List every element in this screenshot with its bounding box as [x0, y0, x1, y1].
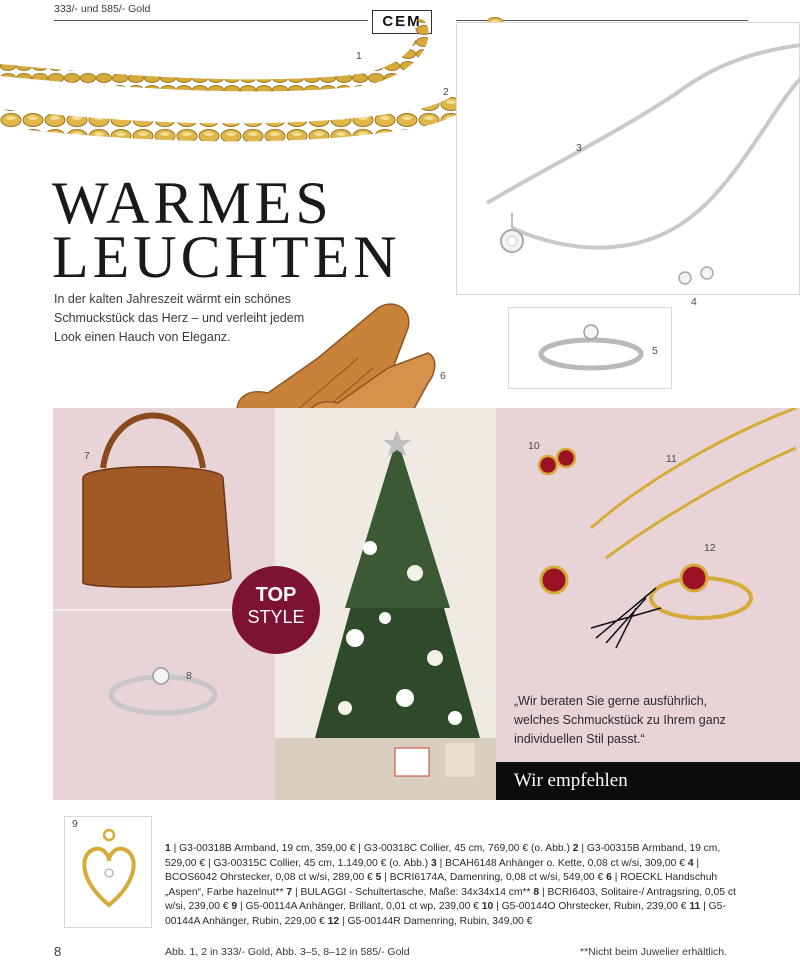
item-number-2: 2 [443, 86, 449, 98]
caption-item: 10 | G5-00144O Ohrstecker, Rubin, 239,00 € [481, 901, 690, 913]
heart-pendant-image [65, 817, 153, 929]
intro-line-3: Look einen Hauch von Eleganz. [54, 330, 231, 344]
silver-ring-image [509, 308, 673, 390]
product-captions [165, 842, 753, 930]
headline-line-2: LEUCHTEN [52, 224, 401, 290]
item-number-11: 11 [666, 453, 677, 465]
caption-item: 6 | ROECKL Handschuh „Aspen“, Farbe hazelnut** [165, 872, 718, 898]
brand-logo: CEM [372, 10, 432, 34]
caption-item: 11 | G5-00144A Anhänger, Rubin, 229,00 € [165, 901, 726, 927]
silver-necklace-frame [456, 22, 800, 295]
page-number: 8 [54, 944, 62, 959]
caption-item: 5 | BCRI6174A, Damenring, 0,08 ct w/si, 549,00 € [375, 872, 607, 884]
item-number-3: 3 [576, 142, 582, 154]
availability-note: **Nicht beim Juwelier erhältlich. [580, 946, 728, 958]
recommend-banner: Wir empfehlen [496, 762, 800, 800]
advice-quote [514, 692, 726, 749]
caption-item: 8 | BCRI6403, Solitaire-/ Antragsring, 0,05 ct w/si, 239,00 € [165, 886, 736, 913]
caption-item: 7 | BULAGGI - Schultertasche, Maße: 34x34x14 cm** [286, 886, 534, 898]
silver-necklace-image [457, 23, 800, 296]
ruby-jewellery-image [496, 408, 800, 658]
item-number-4: 4 [691, 296, 697, 308]
gold-note-footer: Abb. 1, 2 in 333/- Gold, Abb. 3–5, 8–12 in 585/- Gold [165, 946, 410, 958]
gold-bracelets-image [0, 0, 520, 160]
caption-item: 12 | G5-00144R Damenring, Rubin, 349,00 € [327, 915, 533, 927]
quote-line-3: individuellen Stil passt.“ [514, 732, 645, 746]
intro-line-1: In der kalten Jahreszeit wärmt ein schönes [54, 292, 291, 306]
top-style-badge [232, 566, 320, 654]
item-number-6: 6 [440, 370, 446, 382]
badge-line-2: STYLE [247, 607, 305, 627]
caption-item: 2 | G3-00315B Armband, 19 cm, 529,00 € | G3-00315C Collier, 45 cm, 1.149,00 € (o. Abb.) [165, 843, 721, 869]
caption-item: 4 | BCOS6042 Ohrstecker, 0,08 ct w/si, 289,00 € [165, 857, 700, 884]
quote-line-1: „Wir beraten Sie gerne ausführlich, [514, 694, 708, 708]
item-number-7: 7 [84, 450, 90, 462]
quote-line-2: welches Schmuckstück zu Ihrem ganz [514, 713, 726, 727]
item-number-5: 5 [652, 345, 658, 357]
item-number-1: 1 [356, 50, 362, 62]
caption-item: 9 | G5-00114A Anhänger, Brillant, 0,01 ct wp, 239,00 € [231, 901, 482, 913]
badge-line-1: TOP [255, 584, 297, 606]
caption-item: 3 | BCAH6148 Anhänger o. Kette, 0,08 ct w/si, 309,00 € [430, 857, 688, 869]
ring-5-frame [508, 307, 672, 389]
item-number-12: 12 [704, 542, 716, 554]
intro-line-2: Schmuckstück das Herz – und verleiht jedem [54, 311, 305, 325]
item-number-8: 8 [186, 670, 192, 682]
ruby-set-panel [496, 408, 800, 762]
pendant-9-frame [64, 816, 152, 928]
caption-item: 1 | G3-00318B Armband, 19 cm, 359,00 € | G3-00318C Collier, 45 cm, 769,00 € (o. Abb.) [165, 843, 573, 854]
gold-note: 333/- und 585/- Gold [54, 3, 151, 15]
item-number-9: 9 [72, 818, 78, 830]
headline-line-1: WARMES [52, 170, 333, 236]
item-number-10: 10 [528, 440, 540, 452]
